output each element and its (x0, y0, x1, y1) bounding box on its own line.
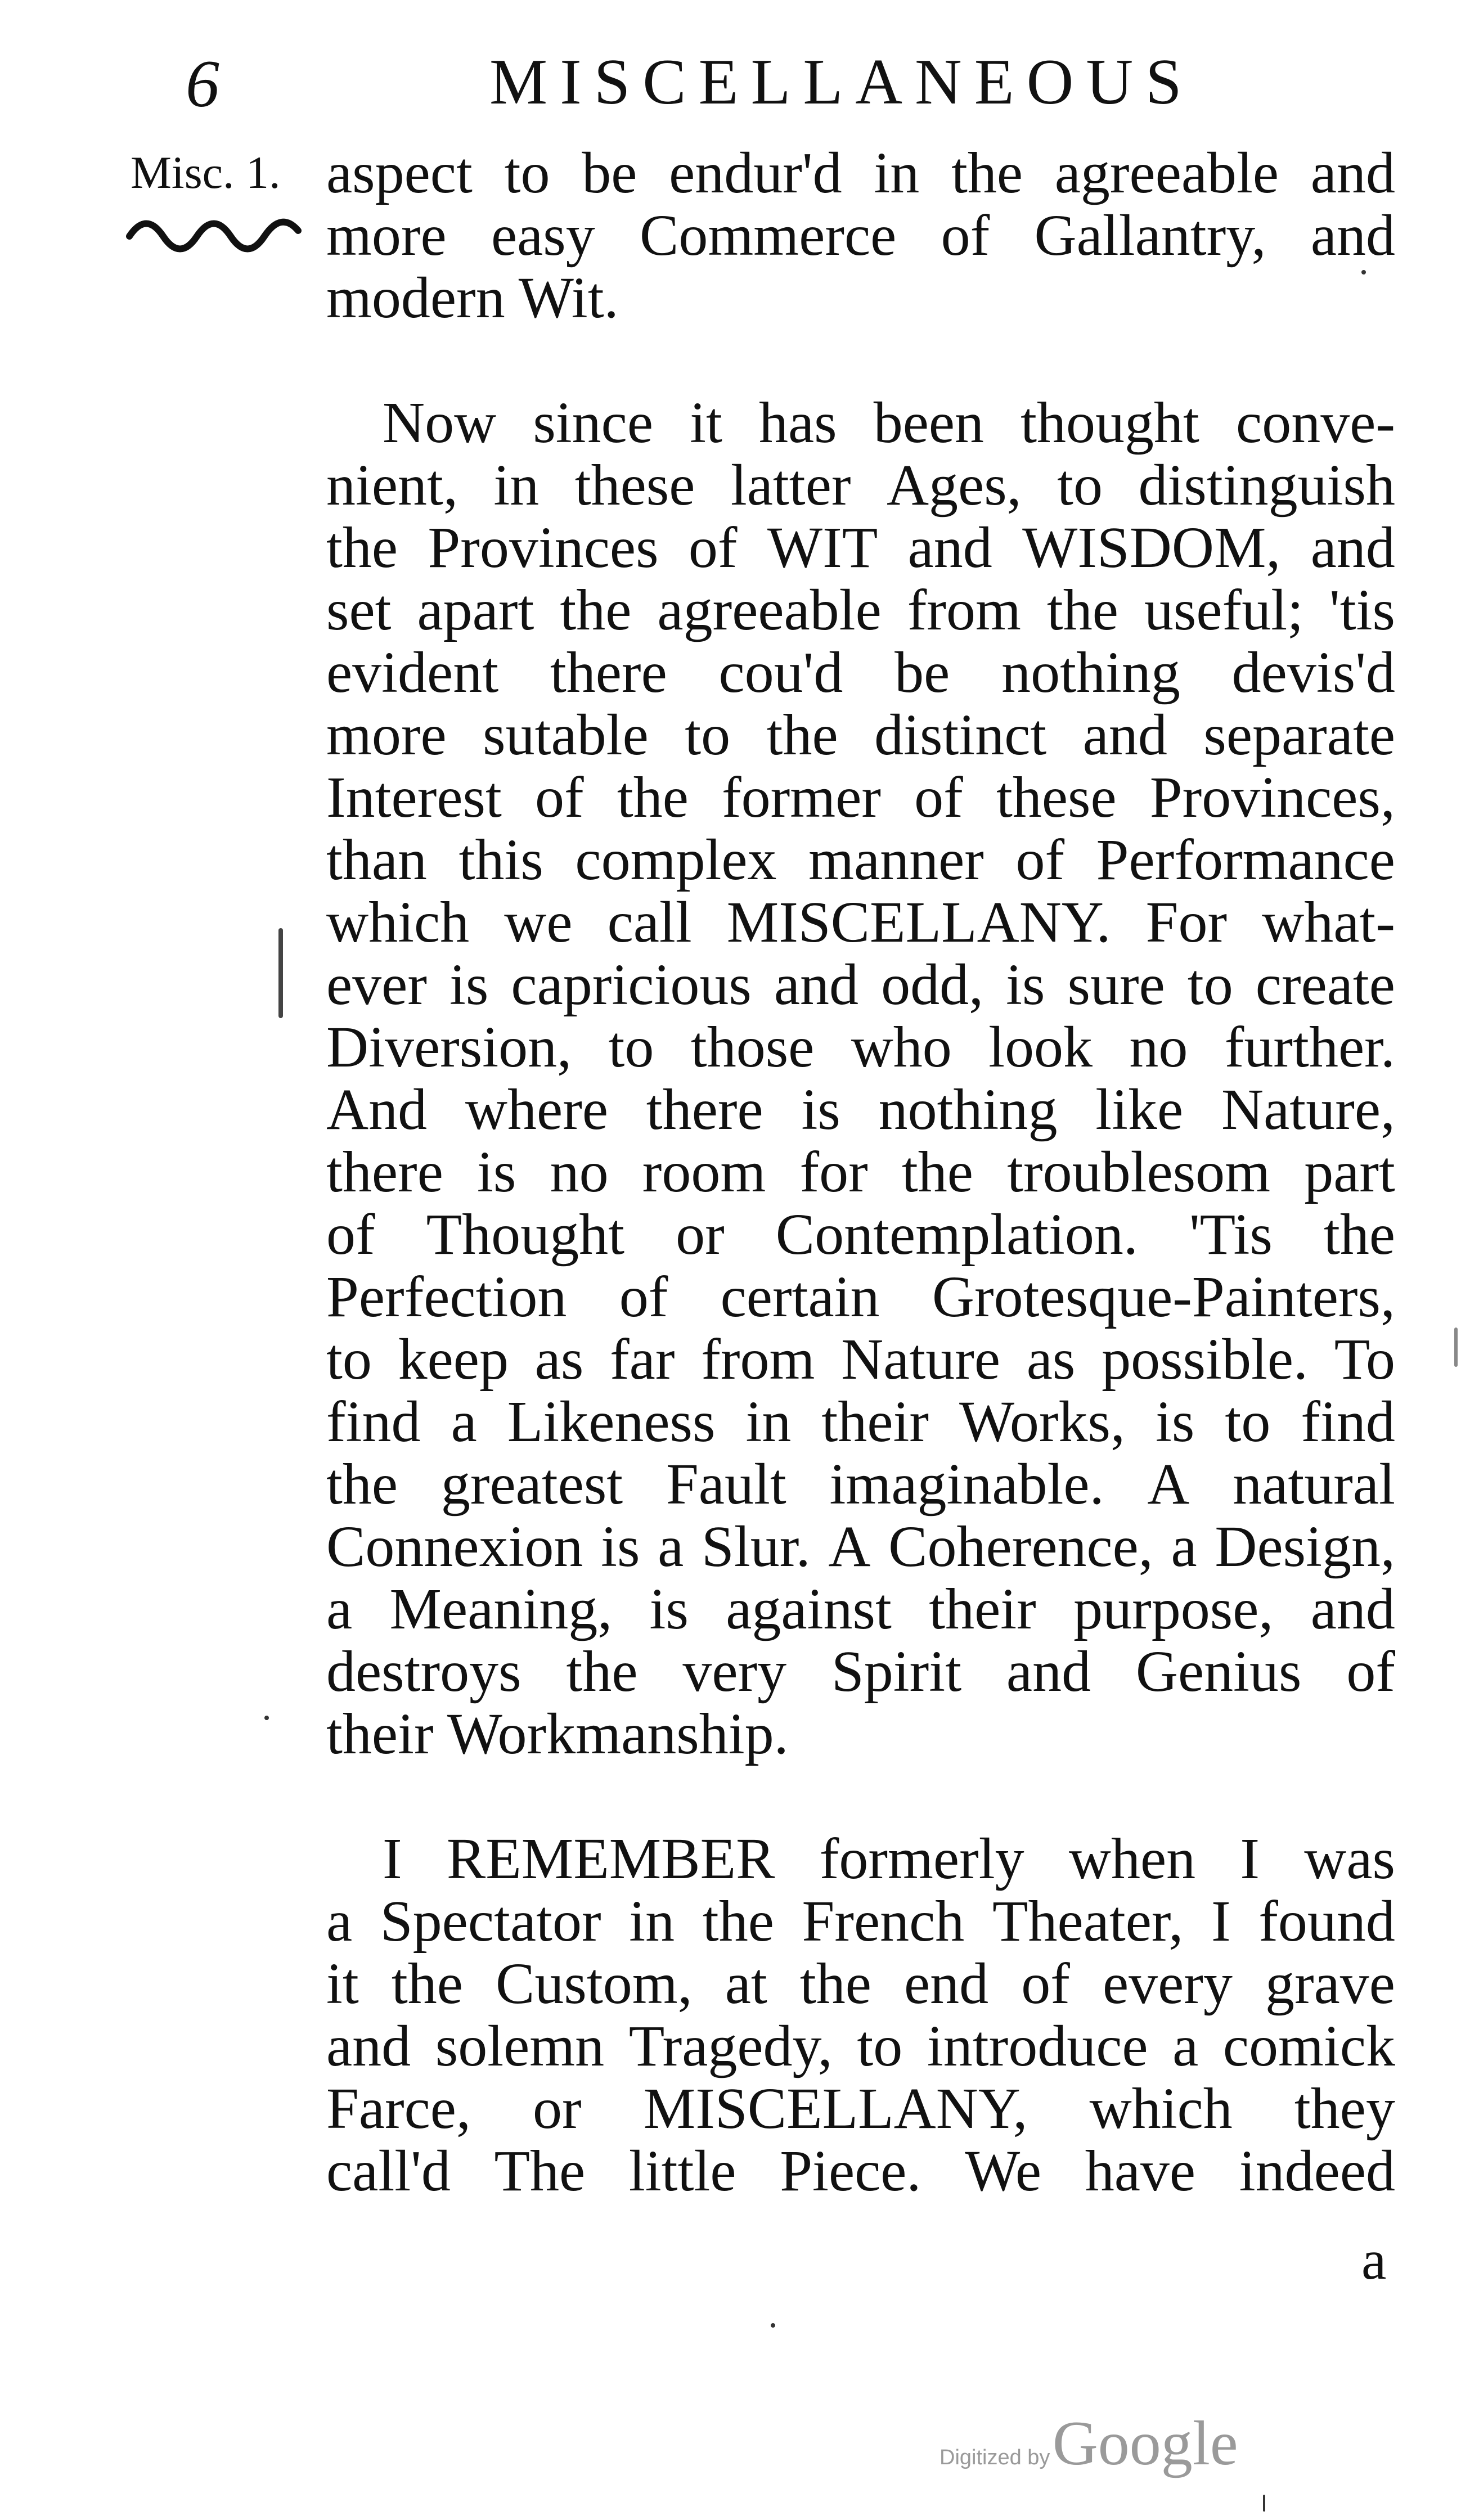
word: no (550, 1140, 609, 1204)
word: capricious (511, 952, 752, 1017)
word: been (873, 390, 985, 455)
word: ever (326, 952, 427, 1017)
word: endur'd (669, 141, 842, 205)
word: formerly (819, 1826, 1024, 1891)
word: be (894, 640, 950, 705)
word: Provinces, (1149, 765, 1395, 830)
text-line (326, 1328, 1395, 1390)
word: look (988, 1015, 1093, 1079)
word: devis'd (1231, 640, 1395, 705)
margin-ornament (124, 208, 309, 259)
word: agreeable (657, 578, 882, 642)
word: Theater, (992, 1889, 1184, 1954)
ink-speck (1454, 1328, 1458, 1367)
word: The (494, 2139, 586, 2203)
word: their (929, 1577, 1036, 1641)
word: find (1301, 1389, 1395, 1454)
text-line (326, 1952, 1395, 2015)
watermark-prefix: Digitized by (939, 2446, 1050, 2469)
word: of (688, 515, 738, 580)
word: this (458, 827, 543, 892)
ink-speck (1263, 2495, 1265, 2512)
word: in (874, 141, 920, 205)
word: far (610, 1327, 675, 1392)
word: and (326, 2014, 411, 2078)
running-head: MISCELLANEOUS (489, 46, 1194, 118)
word: Coherence, (888, 1514, 1153, 1579)
ink-speck (1361, 270, 1366, 274)
word: at (725, 1951, 767, 2016)
word: to (1187, 952, 1233, 1017)
word: and (1310, 203, 1395, 268)
word: little (628, 2139, 736, 2203)
word: of (1015, 827, 1065, 892)
word: And (326, 1077, 428, 1142)
word: the (617, 765, 689, 830)
word: Interest (326, 765, 502, 830)
word: a (1172, 2014, 1199, 2078)
word: which (1089, 2076, 1233, 2141)
word: be (582, 141, 637, 205)
text-line (326, 2140, 1395, 2202)
word: against (726, 1577, 892, 1641)
word: Meaning, (389, 1577, 613, 1641)
word: the (391, 1951, 463, 2016)
word: every (1102, 1951, 1233, 2016)
ink-speck (264, 1716, 269, 1720)
word: as (1026, 1327, 1076, 1392)
word: I (1211, 1889, 1231, 1954)
word: their (821, 1389, 929, 1454)
word: the (326, 1452, 398, 1516)
text-line (326, 766, 1395, 829)
word: purpose, (1073, 1577, 1274, 1641)
word: in (745, 1389, 792, 1454)
word: find (326, 1389, 421, 1454)
word: of (619, 1264, 668, 1329)
word: indeed (1239, 2139, 1395, 2203)
word: the (326, 515, 398, 580)
word: to (857, 2014, 903, 2078)
word: manner (808, 827, 984, 892)
word: to (504, 141, 550, 205)
word: comick (1222, 2014, 1395, 2078)
word: there (646, 1077, 763, 1142)
word: latter (730, 453, 851, 518)
body-text (326, 142, 1395, 2202)
margin-note: Misc. 1. (131, 147, 281, 198)
word: to (685, 703, 731, 767)
word: grave (1265, 1951, 1395, 2016)
text-line (326, 1453, 1395, 1515)
word: imaginable. (829, 1452, 1104, 1516)
word: a (1171, 1514, 1197, 1579)
word: the (566, 1639, 638, 1704)
word: distinguish (1138, 453, 1395, 518)
word: is (477, 1140, 516, 1204)
word: end (904, 1951, 989, 2016)
word: Nature (841, 1327, 1001, 1392)
word: 'Tis (1189, 1202, 1273, 1267)
word: I (1240, 1826, 1260, 1891)
word: evident (326, 640, 499, 705)
word: is (649, 1577, 689, 1641)
word: Likeness (507, 1389, 716, 1454)
word: to (1057, 453, 1103, 518)
word: like (1095, 1077, 1184, 1142)
word: of (914, 765, 963, 830)
text-line (326, 1016, 1395, 1078)
word: Spirit (831, 1639, 962, 1704)
word: of (1346, 1639, 1395, 1704)
word: create (1255, 952, 1395, 1017)
word: I (383, 1826, 402, 1891)
word: to (1225, 1389, 1271, 1454)
word: distinct (874, 703, 1047, 767)
word: these (996, 765, 1117, 830)
word: A (1147, 1452, 1190, 1516)
word: WIT (767, 515, 878, 580)
word: to (608, 1015, 654, 1079)
word: greatest (440, 1452, 623, 1516)
word: Diversion, (326, 1015, 572, 1079)
text-line (326, 516, 1395, 579)
word: Gallantry, (1034, 203, 1266, 268)
ink-speck (278, 928, 283, 1018)
word: agreeable (1054, 141, 1279, 205)
word: natural (1233, 1452, 1395, 1516)
word: the (766, 703, 838, 767)
word: set (326, 578, 392, 642)
word: To (1334, 1327, 1395, 1392)
word: 'tis (1329, 578, 1395, 642)
text-line (326, 142, 1395, 204)
word: these (574, 453, 695, 518)
word: separate (1203, 703, 1395, 767)
text-line: their Workmanship. (326, 1702, 789, 1766)
paragraph-1 (326, 142, 1395, 329)
word: there (326, 1140, 443, 1204)
word: as (534, 1327, 584, 1392)
word: the (560, 578, 632, 642)
word: Now (383, 390, 497, 455)
paragraph-gap (326, 329, 1395, 392)
word: it (690, 390, 722, 455)
word: of (535, 765, 584, 830)
word: solemn (435, 2014, 605, 2078)
word: from (701, 1327, 815, 1392)
word: than (326, 827, 428, 892)
word: sutable (483, 703, 649, 767)
word: and (774, 952, 859, 1017)
word: of (941, 203, 990, 268)
word: Perfection (326, 1264, 567, 1329)
word: nothing (1001, 640, 1180, 705)
word: of (326, 1202, 375, 1267)
word: the (702, 1889, 774, 1954)
word: part (1304, 1140, 1395, 1204)
word: Performance (1096, 827, 1395, 892)
word: is (1156, 1389, 1195, 1454)
text-line (326, 204, 1395, 267)
word: is (801, 1077, 840, 1142)
word: they (1294, 2076, 1395, 2141)
paragraph-gap (326, 1765, 1395, 1828)
word: we (504, 890, 573, 955)
word: since (533, 390, 653, 455)
word: has (758, 390, 837, 455)
word: aspect (326, 141, 473, 205)
text-line (326, 1828, 1395, 1890)
text-line (326, 1078, 1395, 1141)
word: Slur. (702, 1514, 811, 1579)
word: and (1310, 1577, 1395, 1641)
word: very (682, 1639, 787, 1704)
word: certain (720, 1264, 880, 1329)
word: Genius (1135, 1639, 1302, 1704)
word: Works, (959, 1389, 1125, 1454)
word: easy (491, 203, 595, 268)
word: there (550, 640, 667, 705)
page-number: 6 (186, 46, 219, 121)
word: in (629, 1889, 675, 1954)
text-line (326, 1390, 1395, 1453)
word: and (1006, 1639, 1091, 1704)
word: Nature, (1221, 1077, 1395, 1142)
word: useful; (1144, 578, 1303, 642)
text-line (326, 704, 1395, 766)
text-line (326, 953, 1395, 1016)
word: and (1310, 515, 1395, 580)
word: room (642, 1140, 766, 1204)
word: former (722, 765, 881, 830)
word: who (851, 1015, 952, 1079)
word: the (799, 1951, 871, 2016)
word: Fault (666, 1452, 786, 1516)
word: keep (398, 1327, 509, 1392)
text-line (326, 829, 1395, 891)
digitized-watermark (939, 2408, 1238, 2480)
text-line (326, 2015, 1395, 2077)
word: French (802, 1889, 965, 1954)
word: Provinces (428, 515, 659, 580)
text-line: modern Wit. (326, 266, 619, 330)
text-line (326, 2077, 1395, 2140)
word: have (1085, 2139, 1196, 2203)
word: of (1021, 1951, 1070, 2016)
catchword: a (1361, 2229, 1387, 2291)
ink-speck (771, 2323, 775, 2328)
word: which (326, 890, 470, 955)
word: Design, (1215, 1514, 1395, 1579)
text-line (326, 641, 1395, 704)
word: complex (575, 827, 777, 892)
word: and (1082, 703, 1167, 767)
word: or (676, 1202, 725, 1267)
text-line (326, 1203, 1395, 1266)
word: A (828, 1514, 871, 1579)
word: REMEMBER (446, 1826, 775, 1891)
word: sure (1067, 952, 1165, 1017)
word: no (1129, 1015, 1188, 1079)
word: destroys (326, 1639, 522, 1704)
text-line (326, 1640, 1395, 1703)
text-line (326, 891, 1395, 953)
word: a (326, 1577, 353, 1641)
text-line (326, 1266, 1395, 1328)
word: for (799, 1140, 868, 1204)
word: Connexion (326, 1514, 583, 1579)
word: where (465, 1077, 608, 1142)
word: WISDOM, (1022, 515, 1281, 580)
word: MISCELLANY. (726, 890, 1111, 955)
text-line (326, 392, 1395, 454)
word: Tragedy, (628, 2014, 833, 2078)
word: and (1310, 141, 1395, 205)
watermark-brand: Google (1052, 2409, 1238, 2478)
word: For (1145, 890, 1228, 955)
word: apart (417, 578, 534, 642)
word: or (533, 2076, 582, 2141)
paragraph-3 (326, 1828, 1395, 2202)
word: is (1006, 952, 1045, 1017)
word: nient, (326, 453, 458, 518)
text-line (326, 1578, 1395, 1640)
word: Spectator (380, 1889, 601, 1954)
paragraph-2 (326, 392, 1395, 1765)
word: is (449, 952, 489, 1017)
word: Custom, (496, 1951, 693, 2016)
text-line (326, 1515, 1395, 1578)
word: introduce (927, 2014, 1148, 2078)
word: We (965, 2139, 1042, 2203)
word: Farce, (326, 2076, 471, 2141)
word: a (326, 1889, 353, 1954)
word: possible. (1102, 1327, 1309, 1392)
word: troublesom (1007, 1140, 1271, 1204)
word: to (326, 1327, 372, 1392)
word: the (1046, 578, 1118, 642)
word: those (690, 1015, 815, 1079)
word: is (601, 1514, 640, 1579)
word: call (607, 890, 692, 955)
word: odd, (881, 952, 984, 1017)
word: nothing (878, 1077, 1058, 1142)
word: what- (1262, 890, 1395, 955)
text-line (326, 1890, 1395, 1952)
word: Thought (426, 1202, 625, 1267)
word: MISCELLANY, (643, 2076, 1028, 2141)
word: it (326, 1951, 359, 2016)
word: cou'd (718, 640, 843, 705)
word: the (1323, 1202, 1395, 1267)
word: the (901, 1140, 973, 1204)
word: Commerce (640, 203, 897, 268)
word: Contemplation. (775, 1202, 1138, 1267)
text-line (326, 1141, 1395, 1203)
word: more (326, 703, 447, 767)
word: in (493, 453, 540, 518)
word: Piece. (780, 2139, 921, 2203)
word: a (658, 1514, 684, 1579)
word: and (907, 515, 992, 580)
word: was (1304, 1826, 1395, 1891)
word: Grotesque-Painters, (932, 1264, 1395, 1329)
word: from (907, 578, 1021, 642)
text-line (326, 454, 1395, 516)
word: more (326, 203, 447, 268)
text-line (326, 579, 1395, 641)
word: when (1068, 1826, 1196, 1891)
word: further. (1224, 1015, 1395, 1079)
word: call'd (326, 2139, 451, 2203)
word: found (1258, 1889, 1395, 1954)
word: thought (1021, 390, 1199, 455)
word: Ages, (886, 453, 1022, 518)
word: the (951, 141, 1023, 205)
word: conve- (1236, 390, 1395, 455)
word: a (451, 1389, 477, 1454)
